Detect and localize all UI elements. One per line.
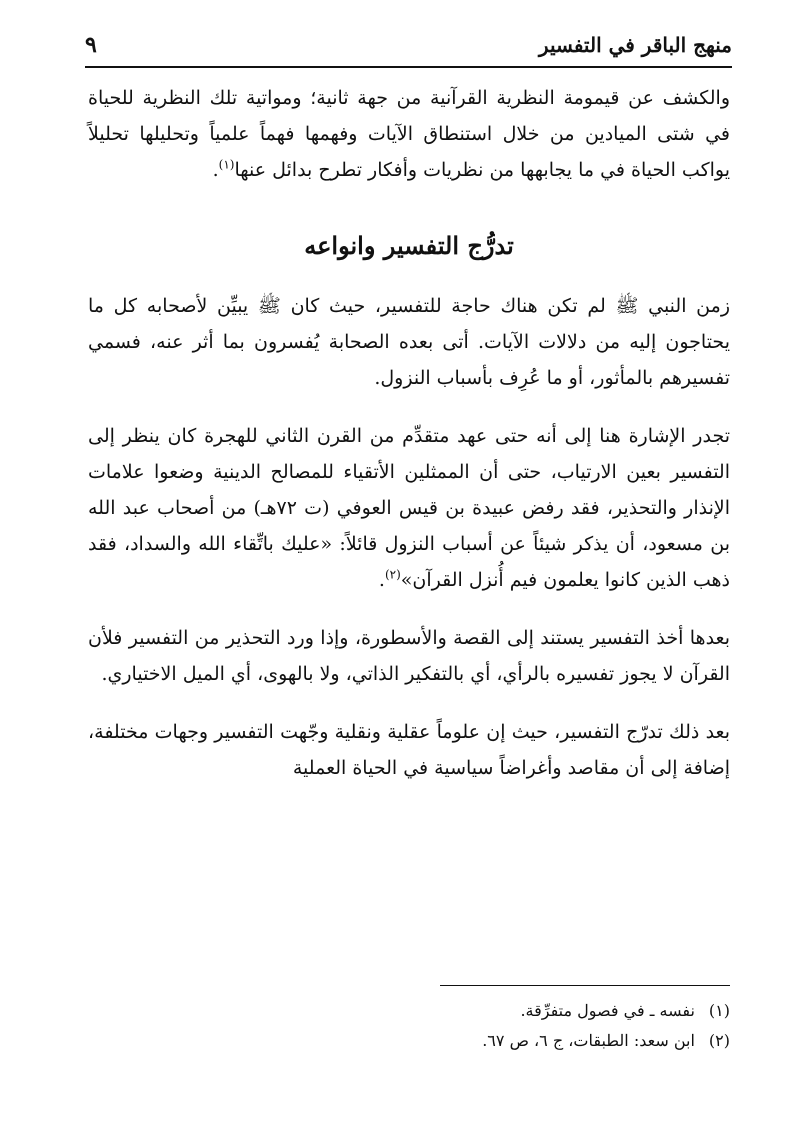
paragraph-3-end: . — [378, 569, 385, 591]
paragraph-1-end: . — [212, 159, 219, 181]
footnote-ref-2: (٢) — [384, 567, 401, 582]
footnote-2-text: ابن سعد: الطبقات، ج ٦، ص ٦٧. — [482, 1031, 695, 1050]
footnote-ref-1: (١) — [218, 157, 235, 172]
paragraph-3-text: تجدر الإشارة هنا إلى أنه حتى عهد متقدِّم من القرن الثاني للهجرة كان ينظر إلى التفسير بعين الارتياب، حتى أن الممثلين الأتقياء للمصالح الدينية وضعوا علامات الإنذار والتحذير، فقد رفض عبيدة بن قيس العوفي (ت ٧٢هـ) من أصحاب عبد الله بن مسعود، أن يذكر شيئاً عن أسباب النزول قائلاً: «عليك باتِّقاء الله والسداد، فقد ذهب الذين كانوا يعلمون فيم أُنزل القرآن» — [88, 425, 731, 591]
header-title: منهج الباقر في التفسير — [538, 33, 732, 57]
paragraph-3 — [88, 418, 730, 598]
footnote-1-number: (١) — [708, 1001, 730, 1020]
section-heading: تدرُّج التفسير وانواعه — [304, 231, 514, 260]
footnote-rule — [440, 985, 730, 986]
footnote-2-number: (٢) — [708, 1031, 730, 1050]
paragraph-4: بعدها أخذ التفسير يستند إلى القصة والأسطورة، وإذا ورد التحذير من التفسير فلأن القرآن لا يجوز تفسيره بالرأي، أي بالتفكير الذاتي، ولا بالهوى، أي الميل الاختياري. — [88, 627, 730, 685]
footnote-1-text: نفسه ـ في فصول متفرِّقة. — [520, 1001, 695, 1020]
footnotes — [88, 996, 730, 1056]
body-text — [88, 80, 730, 786]
paragraph-1-text: والكشف عن قيمومة النظرية القرآنية من جهة ثانية؛ ومواتية تلك النظرية للحياة في شتى الميادين من خلال استنطاق الآيات وفهمها فهماً علمياً وتحليلها تحليلاً يواكب الحياة في ما يجابهها من نظريات وأفكار تطرح بدائل عنها — [88, 87, 730, 181]
paragraph-2: زمن النبي ﷺ لم تكن هناك حاجة للتفسير، حيث كان ﷺ يبيِّن لأصحابه كل ما يحتاجون إليه من دلالات الآيات. أتى بعده الصحابة يُفسرون بما أثر عنه، فسمي تفسيرهم بالمأثور، أو ما عُرِف بأسباب النزول. — [88, 295, 730, 389]
page-number: ٩ — [85, 32, 97, 58]
header-rule — [85, 66, 732, 68]
running-header — [85, 28, 732, 62]
footnote-1 — [88, 996, 730, 1026]
footnote-2 — [88, 1026, 730, 1056]
paragraph-5: بعد ذلك تدرّج التفسير، حيث إن علوماً عقلية ونقلية وجّهت التفسير وجهات مختلفة، إضافة إلى أن مقاصد وأغراضاً سياسية في الحياة العملية — [88, 721, 730, 779]
paragraph-1 — [88, 80, 730, 188]
